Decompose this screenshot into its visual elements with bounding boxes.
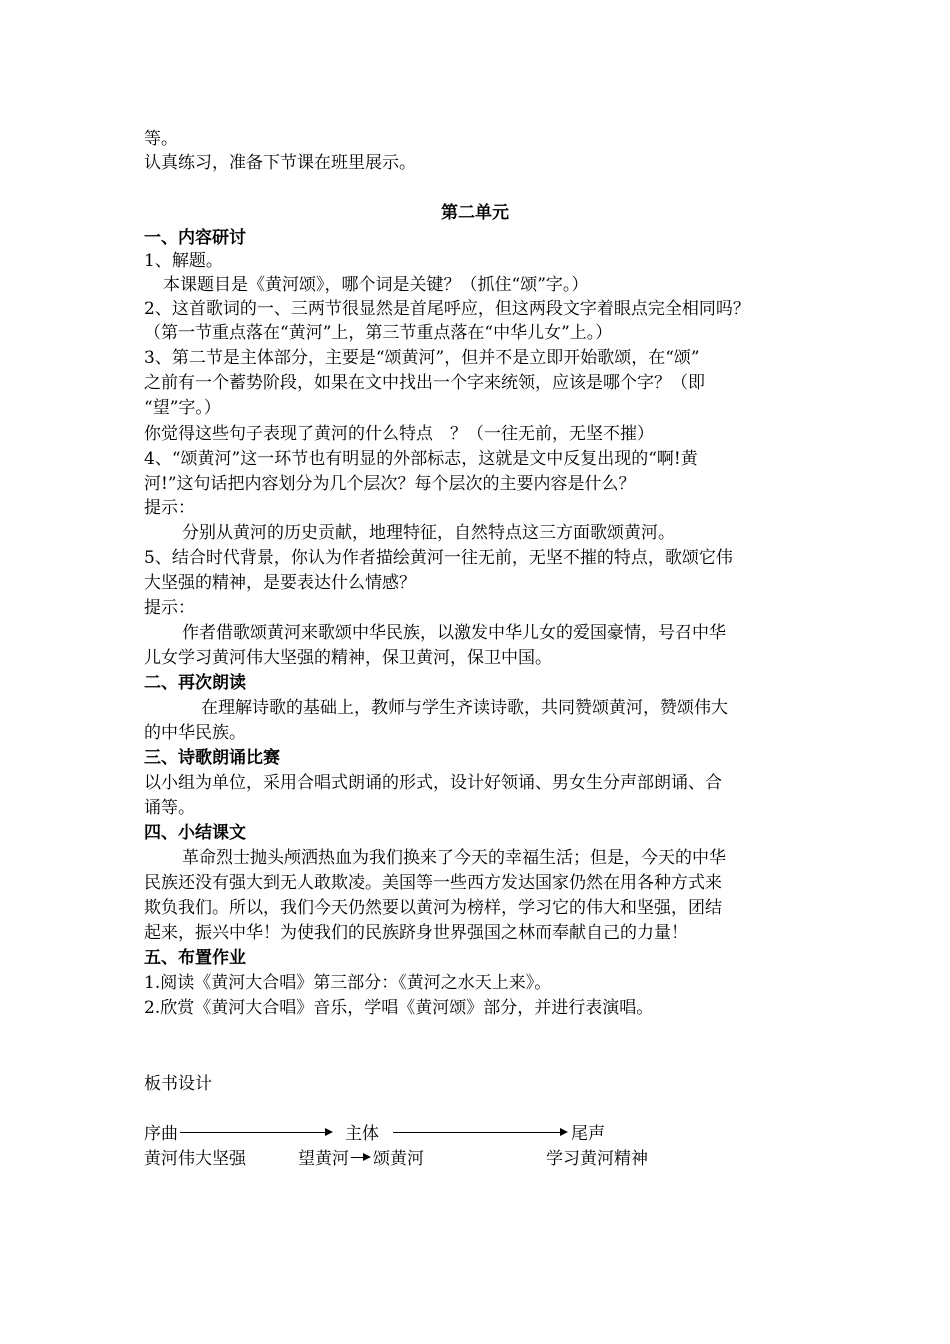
paragraph-line: 以小组为单位，采用合唱式朗诵的形式，设计好领诵、男女生分声部朗诵、合 — [144, 773, 722, 793]
question-5-hint-line: 作者借歌颂黄河来歌颂中华民族，以激发中华儿女的爱国豪情，号召中华 — [182, 623, 726, 643]
paragraph-line: 革命烈士抛头颅洒热血为我们换来了今天的幸福生活；但是，今天的中华 — [182, 848, 726, 868]
paragraph-line: 诵等。 — [144, 798, 195, 818]
question-3-line: 之前有一个蓄势阶段，如果在文中找出一个字来统领，应该是哪个字？（即 — [144, 373, 705, 393]
arrow-right-icon — [363, 1153, 371, 1161]
section-heading-3: 三、诗歌朗诵比赛 — [144, 748, 280, 768]
hint-label: 提示： — [144, 598, 195, 618]
question-5-line: 5、结合时代背景，你认为作者描绘黄河一往无前，无坚不摧的特点，歌颂它伟 — [144, 548, 733, 568]
board-design-title: 板书设计 — [144, 1074, 212, 1094]
question-1-title: 1、解题。 — [144, 251, 223, 271]
board-main: 主体 — [345, 1124, 379, 1144]
arrow-line — [393, 1132, 561, 1133]
text-line: 认真练习，准备下节课在班里展示。 — [144, 153, 416, 173]
paragraph-line: 欺负我们。所以，我们今天仍然要以黄河为榜样，学习它的伟大和坚强，团结 — [144, 898, 722, 918]
arrow-right-icon — [560, 1128, 568, 1136]
paragraph-line: 在理解诗歌的基础上，教师与学生齐读诗歌，共同赞颂黄河，赞颂伟大 — [201, 698, 728, 718]
question-2-line: 2、这首歌词的一、三两节很显然是首尾呼应，但这两段文字着眼点完全相同吗？ — [144, 299, 750, 319]
board-prelude: 序曲 — [144, 1124, 178, 1144]
homework-item-2: 2.欣赏《黄河大合唱》音乐，学唱《黄河颂》部分，并进行表演唱。 — [144, 998, 654, 1018]
question-5-hint-line: 儿女学习黄河伟大坚强的精神，保卫黄河，保卫中国。 — [144, 648, 552, 668]
board-praise: 颂黄河 — [373, 1149, 424, 1169]
question-4-hint: 分别从黄河的历史贡献，地理特征，自然特点这三方面歌颂黄河。 — [182, 523, 675, 543]
board-epilogue: 尾声 — [571, 1124, 605, 1144]
question-4-line: 河!”这句话把内容划分为几个层次？每个层次的主要内容是什么？ — [144, 474, 636, 494]
board-col1: 黄河伟大坚强 — [144, 1149, 246, 1169]
question-4-line: 4、“颂黄河”这一环节也有明显的外部标志，这就是文中反复出现的“啊!黄 — [144, 449, 698, 469]
question-3-line: 3、第二节是主体部分，主要是“颂黄河”，但并不是立即开始歌颂，在“颂” — [144, 348, 700, 368]
question-5-line: 大坚强的精神，是要表达什么情感？ — [144, 573, 416, 593]
question-2-line: （第一节重点落在“黄河”上，第三节重点落在“中华儿女”上。） — [144, 323, 613, 343]
section-heading-5: 五、布置作业 — [144, 948, 246, 968]
question-3-line: “望”字。） — [144, 398, 221, 418]
homework-item-1: 1.阅读《黄河大合唱》第三部分：《黄河之水天上来》。 — [144, 973, 552, 993]
hint-label: 提示： — [144, 498, 195, 518]
unit-title: 第二单元 — [441, 203, 509, 223]
section-heading-4: 四、小结课文 — [144, 823, 246, 843]
arrow-line — [180, 1132, 326, 1133]
paragraph-line: 的中华民族。 — [144, 723, 246, 743]
section-heading-1: 一、内容研讨 — [144, 228, 246, 248]
question-3-extra: 你觉得这些句子表现了黄河的什么特点 ？（一往无前，无坚不摧） — [144, 424, 654, 444]
arrow-right-icon — [325, 1128, 333, 1136]
text-line: 等。 — [144, 129, 178, 149]
question-1-body: 本课题目是《黄河颂》，哪个词是关键？（抓住“颂”字。） — [163, 275, 589, 295]
board-learn: 学习黄河精神 — [546, 1149, 648, 1169]
paragraph-line: 起来，振兴中华！为使我们的民族跻身世界强国之林而奉献自己的力量！ — [144, 923, 688, 943]
board-watch: 望黄河 — [298, 1149, 349, 1169]
section-heading-2: 二、再次朗读 — [144, 673, 246, 693]
paragraph-line: 民族还没有强大到无人敢欺凌。美国等一些西方发达国家仍然在用各种方式来 — [144, 873, 722, 893]
